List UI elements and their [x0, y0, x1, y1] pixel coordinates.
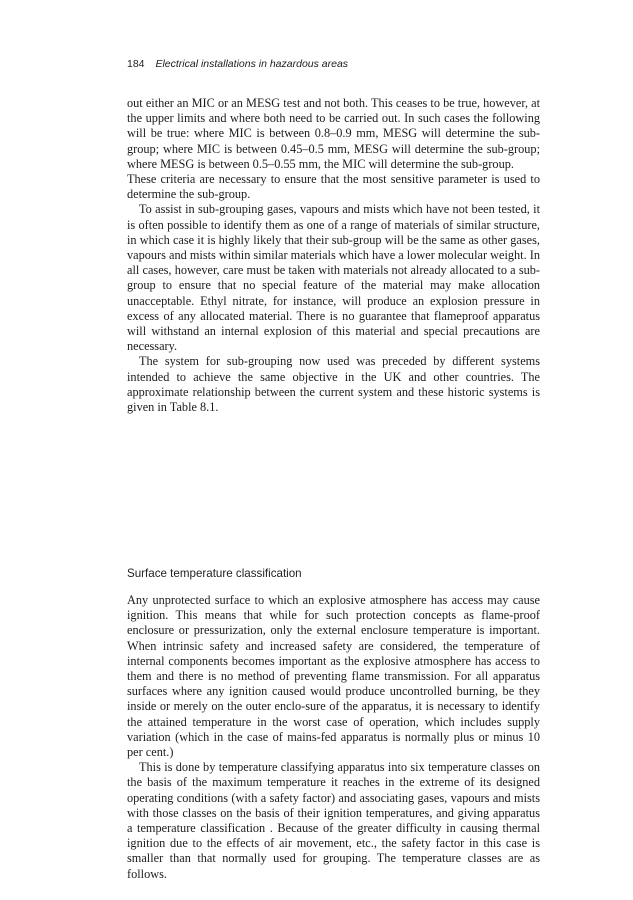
paragraph: These criteria are necessary to ensure that the most sensitive parameter is used to determine the sub-group. [127, 172, 540, 202]
body-text-block [127, 96, 540, 415]
paragraph: out either an MIC or an MESG test and not both. This ceases to be true, however, at the upper limits and where both need to be carried out. In such cases the following will be true: where MIC is between 0.8–0.9 mm, MESG will determine the sub-group; where MIC is between 0.45–0.5 mm, MESG will determine the sub-group; where MESG is between 0.5–0.55 mm, the MIC will determine the sub-group. [127, 96, 540, 171]
section-heading: Surface temperature classification [127, 567, 302, 580]
paragraph: This is done by temperature classifying apparatus into six temperature classes on the basis of the maximum temperature it reaches in the extreme of its designed operating conditions (with a safety factor) and associating gases, vapours and mists with those classes on the basis of their ignition temperatures, and giving apparatus a temperature classification . Because of the greater difficulty in causing thermal ignition due to the effects of air movement, etc., the safety factor in this case is smaller than that normally used for grouping. The temperature classes are as follows. [127, 760, 540, 881]
running-title: Electrical installations in hazardous areas [155, 58, 349, 70]
paragraph: To assist in sub-grouping gases, vapours and mists which have not been tested, it is often possible to identify them as one of a range of materials of similar structure, in which case it is highly likely that their sub-group will be the same as other gases, vapours and mists within similar materials which have a lower molecular weight. In all cases, however, care must be taken with materials not already allocated to a sub-group to ensure that no special feature of the material may make allocation unacceptable. Ethyl nitrate, for instance, will produce an explosion pressure in excess of any allocated material. There is no guarantee that flameproof apparatus will withstand an internal explosion of this material and special precautions are necessary. [127, 202, 540, 354]
section-body-text [127, 593, 540, 882]
paragraph: Any unprotected surface to which an explosive atmosphere has access may cause ignition. This means that while for such protection concepts as flame-proof enclosure or pressurization, only the external enclosure temperature is important. When intrinsic safety and increased safety are considered, the temperature of internal components becomes important as the explosive atmosphere has access to them and there is no method of preventing flame transmission. For all apparatus surfaces where any ignition caused would produce uncontrolled burning, be they inside or merely on the outer enclo-sure of the apparatus, it is necessary to identify the attained temperature in the worst case of operation, which includes supply variation (which in the case of mains-fed apparatus is normally plus or minus 10 per cent.) [127, 593, 540, 760]
paragraph: The system for sub-grouping now used was preceded by different systems intended to achieve the same objective in the UK and other countries. The approximate relationship between the current system and these historic systems is given in Table 8.1. [127, 354, 540, 415]
page-number: 184 [127, 58, 145, 70]
running-header [127, 58, 348, 70]
